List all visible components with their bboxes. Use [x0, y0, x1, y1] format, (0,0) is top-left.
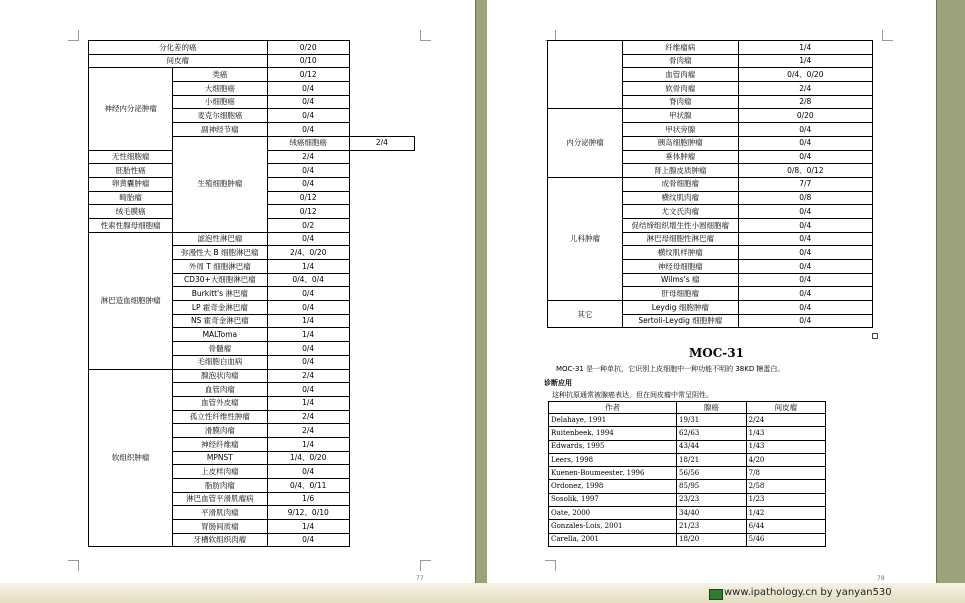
table-row — [548, 41, 873, 55]
column-header: 间皮瘤 — [746, 402, 825, 414]
intro-paragraph: MOC-31 是一种单抗，它识别上皮细胞中一种功能不明的 38KD 糖蛋白。 — [556, 365, 785, 373]
tumor-name-cell: 卵黄囊肿瘤 — [89, 177, 173, 191]
ratio-value-cell: 2/4 — [738, 82, 872, 96]
author-cell: Ordonez, 1998 — [549, 480, 677, 493]
tumor-name-cell: Wilms's 瘤 — [623, 273, 739, 287]
tumor-name-cell: Burkitt's 淋巴瘤 — [173, 287, 267, 301]
ratio-value-cell: 1/4 — [267, 314, 349, 328]
author-cell: Carella, 2001 — [549, 533, 677, 546]
ratio-value-cell: 1/6 — [267, 492, 349, 506]
ratio-value-cell: 2/4 — [349, 136, 414, 150]
author-cell: Sosolik, 1997 — [549, 493, 677, 506]
tumor-name-cell: 神经纤维瘤 — [173, 437, 267, 451]
table-row — [549, 533, 826, 546]
table-row — [89, 54, 415, 68]
tumor-name-cell: 脂肪肉瘤 — [173, 479, 267, 493]
table-row — [549, 467, 826, 480]
tumor-name-cell: 孤立性纤维性肿瘤 — [173, 410, 267, 424]
author-cell: Oate, 2000 — [549, 507, 677, 520]
ratio-value-cell: 1/4、0/20 — [267, 451, 349, 465]
ratio-value-cell: 0/4、0/4 — [267, 273, 349, 287]
ratio-value-cell: 0/20 — [267, 41, 349, 55]
crop-mark — [882, 30, 893, 41]
table-row — [549, 507, 826, 520]
crop-mark — [420, 560, 431, 571]
tumor-name-cell: 骨髓瘤 — [173, 342, 267, 356]
tumor-name-cell: 分化差的癌 — [89, 41, 268, 55]
tumor-name-cell: Leydig 细胞肿瘤 — [623, 301, 739, 315]
group-label-cell — [548, 41, 623, 109]
ratio-value-cell: 0/4 — [267, 533, 349, 547]
ratio-value-cell: 0/12 — [267, 191, 349, 205]
table-header-row — [549, 402, 826, 414]
ratio-value-cell: 2/4 — [267, 150, 349, 164]
tumor-name-cell: 横纹肌肉瘤 — [623, 191, 739, 205]
tumor-name-cell: 甲状腺 — [623, 109, 739, 123]
group-label-cell: 淋巴造血细胞肿瘤 — [89, 232, 173, 369]
crop-mark — [68, 30, 79, 41]
section-heading: 诊断应用 — [544, 379, 572, 387]
ratio-value-cell: 0/4 — [738, 246, 872, 260]
tumor-name-cell: 毛细胞白血病 — [173, 355, 267, 369]
ratio-value-cell: 2/4、0/20 — [267, 246, 349, 260]
author-cell: Gonzales-Lois, 2001 — [549, 520, 677, 533]
ratio-value-cell: 1/4 — [267, 260, 349, 274]
tumor-name-cell: 绒毛膜癌 — [89, 205, 173, 219]
group-label-cell: 软组织肿瘤 — [89, 369, 173, 547]
ratio-value-cell: 0/4 — [738, 287, 872, 301]
ratio-value-cell: 1/4 — [267, 520, 349, 534]
author-cell: Leers, 1998 — [549, 453, 677, 466]
table-row — [549, 440, 826, 453]
crop-mark — [68, 560, 79, 571]
tumor-name-cell: 脊肉瘤 — [623, 95, 739, 109]
table-row — [89, 232, 415, 246]
tumor-name-cell: Sertoli-Leydig 细胞肿瘤 — [623, 314, 739, 328]
author-cell: Edwards, 1995 — [549, 440, 677, 453]
tumor-name-cell: 滑膜肉瘤 — [173, 424, 267, 438]
tumor-name-cell: 成骨细胞瘤 — [623, 177, 739, 191]
ratio-value-cell: 0/8 — [738, 191, 872, 205]
ratio-value-cell: 0/4 — [267, 177, 349, 191]
ratio-value-cell: 0/4 — [738, 205, 872, 219]
tumor-name-cell: 性索性腺母细胞瘤 — [89, 218, 173, 232]
ratio-value-cell: 0/4 — [267, 109, 349, 123]
table-row — [548, 109, 873, 123]
ratio-value-cell: 2/4 — [267, 410, 349, 424]
ratio-value-cell: 0/4 — [267, 287, 349, 301]
ratio-value-cell: 1/4 — [738, 41, 872, 55]
tumor-name-cell: 胃肠间质瘤 — [173, 520, 267, 534]
table-row — [549, 414, 826, 427]
ratio-value-cell: 1/4 — [267, 396, 349, 410]
table-row — [89, 369, 415, 383]
tumor-name-cell: 间皮瘤 — [89, 54, 268, 68]
ratio-value-cell: 2/8 — [738, 95, 872, 109]
tumor-name-cell: 上皮样肉瘤 — [173, 465, 267, 479]
reference-table — [548, 401, 826, 547]
ratio-value-cell: 0/4 — [738, 301, 872, 315]
ratio-value-cell: 1/4 — [738, 54, 872, 68]
tumor-name-cell: 胚胎性癌 — [89, 164, 173, 178]
tumor-name-cell: 横纹肌样肿瘤 — [623, 246, 739, 260]
ratio-value-cell: 0/4 — [738, 260, 872, 274]
ratio-value-cell: 2/4 — [267, 369, 349, 383]
tumor-name-cell: 绒癌细胞癌 — [267, 136, 349, 150]
tumor-name-cell: 大细胞癌 — [173, 82, 267, 96]
tumor-name-cell: NS 霍奇金淋巴瘤 — [173, 314, 267, 328]
tumor-name-cell: 外周 T 细胞淋巴瘤 — [173, 260, 267, 274]
tumor-name-cell: 垂体肿瘤 — [623, 150, 739, 164]
ratio-value-cell: 0/4 — [738, 123, 872, 137]
ratio-value-cell: 2/58 — [746, 480, 825, 493]
group-label-cell: 其它 — [548, 301, 623, 328]
left-tumor-table — [88, 40, 415, 547]
ratio-value-cell: 1/4 — [267, 437, 349, 451]
ratio-value-cell: 0/4 — [738, 150, 872, 164]
tumor-name-cell: 骨肉瘤 — [623, 54, 739, 68]
ratio-value-cell: 56/56 — [677, 467, 747, 480]
table-row — [89, 41, 415, 55]
ratio-value-cell: 0/12 — [267, 205, 349, 219]
tumor-name-cell: 淋巴母细胞性淋巴瘤 — [623, 232, 739, 246]
left-document-page — [0, 0, 475, 583]
ratio-value-cell: 0/4、0/11 — [267, 479, 349, 493]
tumor-name-cell: 无性细胞瘤 — [89, 150, 173, 164]
ratio-value-cell: 1/42 — [746, 507, 825, 520]
column-header: 腺癌 — [677, 402, 747, 414]
ratio-value-cell: 0/4 — [738, 273, 872, 287]
author-cell: Kuenen-Boumeester, 1996 — [549, 467, 677, 480]
ratio-value-cell: 1/4 — [267, 328, 349, 342]
tumor-name-cell: 小细胞癌 — [173, 95, 267, 109]
section-text: 这种抗原通常被腺癌表达，但在间皮瘤中常呈阴性。 — [552, 391, 713, 399]
ratio-value-cell: 85/95 — [677, 480, 747, 493]
crop-mark — [420, 30, 431, 41]
tumor-name-cell: MALToma — [173, 328, 267, 342]
tumor-name-cell: 神经母细胞瘤 — [623, 260, 739, 274]
ratio-value-cell: 7/8 — [746, 467, 825, 480]
ratio-value-cell: 5/46 — [746, 533, 825, 546]
ratio-value-cell: 0/4 — [738, 218, 872, 232]
ratio-value-cell: 34/40 — [677, 507, 747, 520]
page-number: 77 — [416, 575, 424, 582]
right-tumor-table — [547, 40, 873, 328]
column-header: 作者 — [549, 402, 677, 414]
tumor-name-cell: 肾上腺皮质肿瘤 — [623, 164, 739, 178]
ratio-value-cell: 0/4 — [267, 123, 349, 137]
group-label-cell: 内分泌肿瘤 — [548, 109, 623, 177]
tumor-name-cell: 纤维瘤病 — [623, 41, 739, 55]
tumor-name-cell: 淋巴血管平滑肌瘤病 — [173, 492, 267, 506]
ratio-value-cell: 0/12 — [267, 68, 349, 82]
ratio-value-cell: 1/43 — [746, 440, 825, 453]
author-cell: Ruitenbeek, 1994 — [549, 427, 677, 440]
tumor-name-cell: 血管肉瘤 — [173, 383, 267, 397]
tumor-name-cell: 牙槽软组织肉瘤 — [173, 533, 267, 547]
tumor-name-cell: 胰岛细胞肿瘤 — [623, 136, 739, 150]
ratio-value-cell: 19/31 — [677, 414, 747, 427]
ratio-value-cell: 0/4 — [267, 164, 349, 178]
ratio-value-cell: 0/4 — [267, 342, 349, 356]
ratio-value-cell: 62/63 — [677, 427, 747, 440]
ratio-value-cell: 43/44 — [677, 440, 747, 453]
table-resize-handle[interactable] — [872, 333, 878, 339]
watermark-text: www.ipathology.cn by yanyan530 — [724, 587, 892, 598]
tumor-name-cell: 副神经节瘤 — [173, 123, 267, 137]
ratio-value-cell: 6/44 — [746, 520, 825, 533]
ratio-value-cell: 21/23 — [677, 520, 747, 533]
tumor-name-cell: 血管肉瘤 — [623, 68, 739, 82]
table-row — [549, 520, 826, 533]
group-label-cell: 儿科肿瘤 — [548, 177, 623, 300]
tumor-name-cell: 肝母细胞瘤 — [623, 287, 739, 301]
image-icon — [709, 589, 723, 600]
ratio-value-cell: 7/7 — [738, 177, 872, 191]
ratio-value-cell: 9/12、0/10 — [267, 506, 349, 520]
ratio-value-cell: 0/4 — [267, 301, 349, 315]
table-row — [548, 301, 873, 315]
tumor-name-cell: 促结缔组织增生性小圆细胞瘤 — [623, 218, 739, 232]
ratio-value-cell: 2/24 — [746, 414, 825, 427]
ratio-value-cell: 0/10 — [267, 54, 349, 68]
ratio-value-cell: 1/43 — [746, 427, 825, 440]
tumor-name-cell: 尤文氏肉瘤 — [623, 205, 739, 219]
tumor-name-cell: 甲状旁腺 — [623, 123, 739, 137]
ratio-value-cell: 23/23 — [677, 493, 747, 506]
crop-mark — [545, 560, 556, 571]
ratio-value-cell: 0/2 — [267, 218, 349, 232]
tumor-name-cell: MPNST — [173, 451, 267, 465]
tumor-name-cell: CD30+大细胞淋巴瘤 — [173, 273, 267, 287]
ratio-value-cell: 0/20 — [738, 109, 872, 123]
ratio-value-cell: 0/4 — [738, 136, 872, 150]
tumor-name-cell: 滤泡性淋巴瘤 — [173, 232, 267, 246]
table-row — [89, 68, 415, 82]
ratio-value-cell: 4/20 — [746, 453, 825, 466]
table-row — [549, 493, 826, 506]
ratio-value-cell: 0/4 — [267, 355, 349, 369]
table-row — [549, 453, 826, 466]
ratio-value-cell: 0/4 — [738, 314, 872, 328]
ratio-value-cell: 0/4 — [267, 465, 349, 479]
tumor-name-cell: 软骨肉瘤 — [623, 82, 739, 96]
author-cell: Delahaye, 1991 — [549, 414, 677, 427]
ratio-value-cell: 0/4 — [267, 232, 349, 246]
tumor-name-cell: 畸胎瘤 — [89, 191, 173, 205]
ratio-value-cell: 2/4 — [267, 424, 349, 438]
ratio-value-cell: 18/20 — [677, 533, 747, 546]
tumor-name-cell: LP 霍奇金淋巴瘤 — [173, 301, 267, 315]
tumor-name-cell: 类癌 — [173, 68, 267, 82]
ratio-value-cell: 18/21 — [677, 453, 747, 466]
ratio-value-cell: 0/4、0/20 — [738, 68, 872, 82]
tumor-name-cell: 麦克尔细胞癌 — [173, 109, 267, 123]
tumor-name-cell: 平滑肌肉瘤 — [173, 506, 267, 520]
ratio-value-cell: 0/4 — [267, 82, 349, 96]
table-row — [549, 427, 826, 440]
table-row — [548, 177, 873, 191]
group-label-cell: 生殖细胞肿瘤 — [173, 136, 267, 232]
group-label-cell: 神经内分泌肿瘤 — [89, 68, 173, 150]
ratio-value-cell: 0/4 — [267, 383, 349, 397]
ratio-value-cell: 0/4 — [738, 232, 872, 246]
table-row — [549, 480, 826, 493]
ratio-value-cell: 0/8、0/12 — [738, 164, 872, 178]
tumor-name-cell: 弥漫性大 B 细胞淋巴瘤 — [173, 246, 267, 260]
tumor-name-cell: 腺泡状肉瘤 — [173, 369, 267, 383]
section-title: MOC-31 — [689, 346, 744, 360]
ratio-value-cell: 1/23 — [746, 493, 825, 506]
tumor-name-cell: 血管外皮瘤 — [173, 396, 267, 410]
page-number: 78 — [877, 575, 885, 582]
ratio-value-cell: 0/4 — [267, 95, 349, 109]
